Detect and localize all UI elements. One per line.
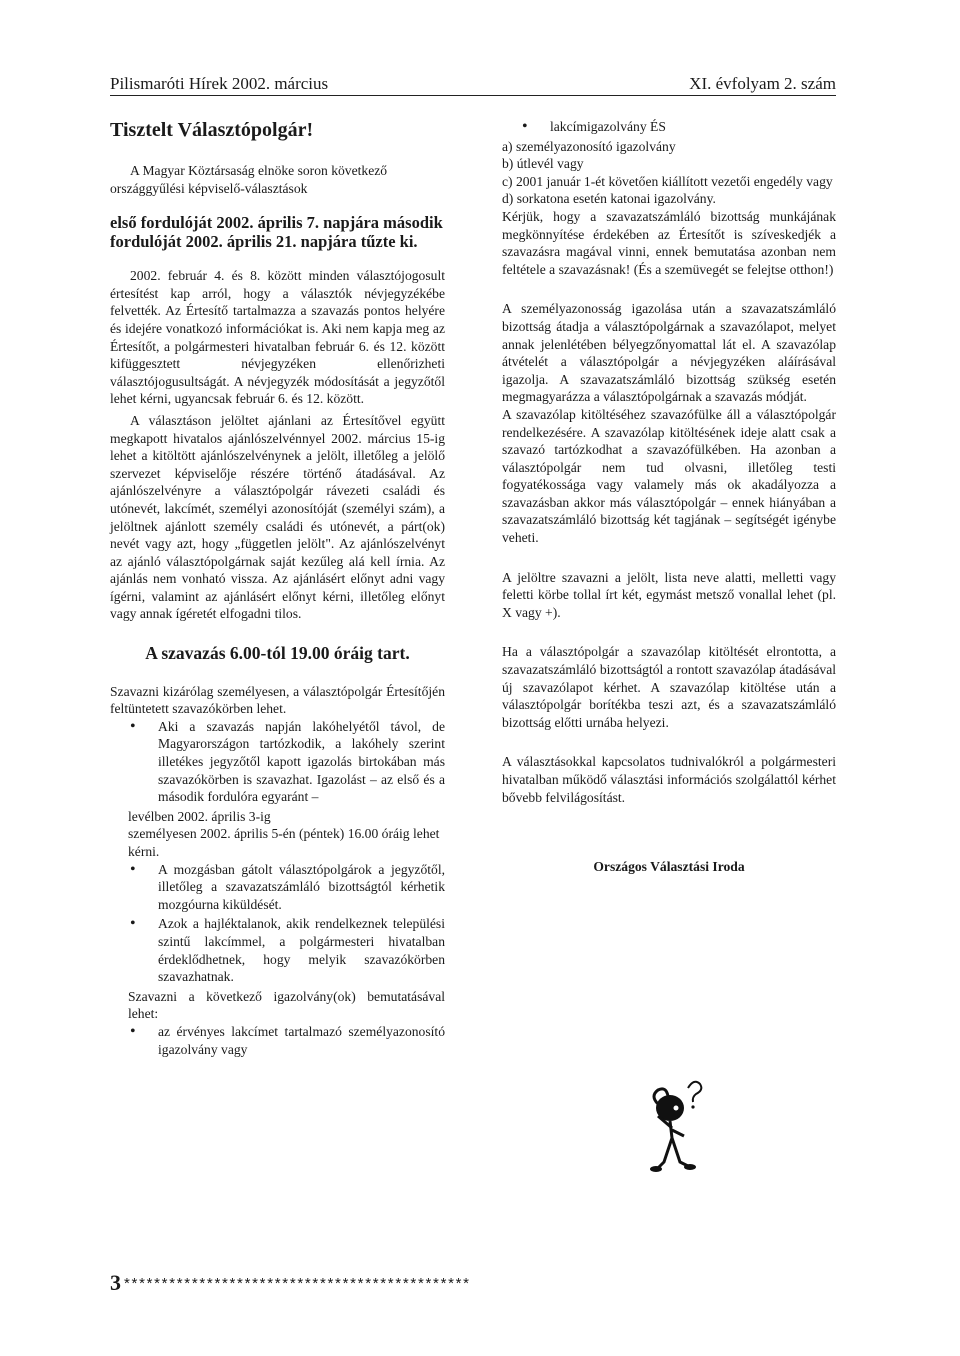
paragraph-nomination: A választáson jelöltet ajánlani az Értesítővel együtt megkapott hivatalos ajánlószelvénnyel 2002. március 15-ig lehet a kitöltött ajánlószelvénynek a jelölt, illetőleg a jelölő szervezet képviselője részére történő átadásával. Az ajánlószelvényre a választópolgár rávezeti családi és utónevét, lakcímét, személyi azonosítóját (személyi szám), a jelöltnek ajánlott személy családi és utónevét, a párt(ok) nevét vagy azt, hogy „független jelölt". Az ajánlószelvényt az ajánló választópolgárnak saját kezűleg alá kell írnia. Az ajánlás nem vonható vissza. Az ajánlásért előnyt adni vagy ígérni, valamint az ajánlásért előnyt kérni, illetőleg előnyt vagy annak ígéretét elfogadni tilos.	[110, 412, 445, 622]
paragraph-ballot-handover: A személyazonosság igazolása után a szavazatszámláló bizottság átadja a választópolgárnak a szavazólapot, melyet annak jelenlétében bélyegzőnyomattal lát el. A szavazólap átvételét a választópolgár a névjegyzéken aláírásával igazolja. A szavazatszámláló bizottság szükség esetén megmagyarázza a választópolgárnak a szavazás módját.	[502, 301, 836, 405]
paragraph-personal-voting: Szavazni kizárólag személyesen, a választópolgár Értesítőjén feltüntetett szavazókörben lehet.	[110, 683, 445, 717]
list-item: • A mozgásban gátolt választópolgárok a jegyzőtől, illetőleg a szavazatszámláló bizottságtól kérhetik mozgóurna kiküldését.	[158, 861, 445, 914]
id-list	[110, 1023, 445, 1058]
voting-rules-list-2	[110, 861, 445, 986]
list-item: • lakcímigazolvány ÉS	[550, 118, 836, 136]
voting-rules-list	[110, 718, 445, 806]
list-item: • az érvényes lakcímet tartalmazó személyazonosító igazolvány vagy	[158, 1023, 445, 1058]
star-divider: **********************************************	[124, 1275, 471, 1292]
issue-number: XI. évfolyam 2. szám	[689, 74, 836, 93]
list-item-d: d) sorkatona esetén katonai igazolvány.	[502, 191, 716, 207]
paragraph-ballot-booth: A szavazólap kitöltéséhez szavazófülke áll a választópolgár rendelkezésére. A szavazólap kitöltésének ideje alatt csak a szavazó tartózkodhat a szavazófülkében. Ha azonban a választópolgár nem tud olvasni, illetőleg testi fogyatékossága vagy valamely más ok akadályozza a szavazásban akkor más választópolgár – ennek hiányában a szavazatszámláló bizottság két tagjának – segítségét igénybe veheti.	[502, 406, 836, 546]
voting-hours: A szavazás 6.00-tól 19.00 óráig tart.	[145, 643, 410, 664]
list-item-c: c) 2001 január 1-ét követően kiállított vezetői engedély vagy	[502, 173, 833, 189]
list-item: • Aki a szavazás napján lakóhelyétől távol, de Magyarországon tartózkodik, a lakóhely szerint illetékes jegyzőtől kapott igazolás birtokában más szavazókörben is szavazhat. Igazolást – az első és a második fordulóra egyaránt –	[158, 718, 445, 806]
paragraph-notification: 2002. február 4. és 8. között minden választójogosult értesítést kap arról, hogy a választók névjegyzékébe felvették. Az Értesítő tartalmazza a szavazás pontos helyére és idejére vonatkozó információkat is. Aki nem kapja meg az Értesítőt, a polgármesteri hivatalban február 6. és 12. között kifüggesztett névjegyzéken ellenőrizheti választójogusultságát. A névjegyzék módosítását a jegyzőtől lehet kérni, ugyancsak február 6. és 12. között.	[110, 268, 445, 407]
right-column	[502, 118, 836, 876]
intro-paragraph: A Magyar Köztársaság elnöke soron következő országgyűlési képviselő-választások	[110, 163, 388, 196]
paragraph-request: Kérjük, hogy a szavazatszámláló bizottság munkájának megkönnyítése érdekében az Értesítőt is szíveskedjék a szavazásra magával vinni, ennek bemutatása azonban nem feltétele a szavazásnak! (És a szemüvegét se felejtse otthon!)	[502, 208, 836, 277]
list-item: • Azok a hajléktalanok, akik rendelkeznek települési szintű lakcímmel, a polgármesteri hivatalban érdeklődhetnek, hogy melyik szavazókörben szavazhatnak.	[158, 915, 445, 985]
page-header	[110, 74, 836, 96]
signature: Országos Választási Iroda	[593, 859, 745, 875]
page-number: 3	[110, 1270, 121, 1295]
newspaper-title: Pilismaróti Hírek 2002. március	[110, 74, 329, 93]
article-title: Tisztelt Választópolgár!	[110, 119, 314, 141]
paragraph-information: A választásokkal kapcsolatos tudnivalókról a polgármesteri hivatalban működő választási információs szolgálattól kérhet bővebb felvilágosítást.	[502, 754, 836, 805]
letter-deadline: levélben 2002. április 3-ig	[128, 808, 271, 824]
id-list-continued	[502, 118, 836, 136]
page-footer	[110, 1270, 836, 1300]
list-item-b: b) útlevél vagy	[502, 156, 584, 172]
list-item-a: a) személyazonosító igazolvány	[502, 138, 676, 154]
id-requirement: Szavazni a következő igazolvány(ok) bemutatásával lehet:	[128, 988, 445, 1022]
election-dates: első fordulóját 2002. április 7. napjára második fordulóját 2002. április 21. napjára tűzte ki.	[110, 213, 443, 252]
paragraph-how-to-vote: A jelöltre szavazni a jelölt, lista neve alatti, melletti vagy feletti körbe tollal írt két, egymást metsző vonallal lehet (pl. X vagy +).	[502, 569, 836, 620]
personal-deadline: személyesen 2002. április 5-én (péntek) 16.00 óráig lehet kérni.	[128, 826, 440, 859]
left-column	[110, 118, 445, 1060]
thinking-figure-illustration	[636, 1076, 716, 1181]
paragraph-spoiled-ballot: Ha a választópolgár a szavazólap kitöltését elrontotta, a szavazatszámláló bizottságtól a rontott szavazólap átadásával új szavazólapot kérhet. A szavazólap kitöltése után a választópolgár borítékba teszi azt, és a szavazatszámláló bizottság előtti urnába helyezi.	[502, 644, 836, 730]
